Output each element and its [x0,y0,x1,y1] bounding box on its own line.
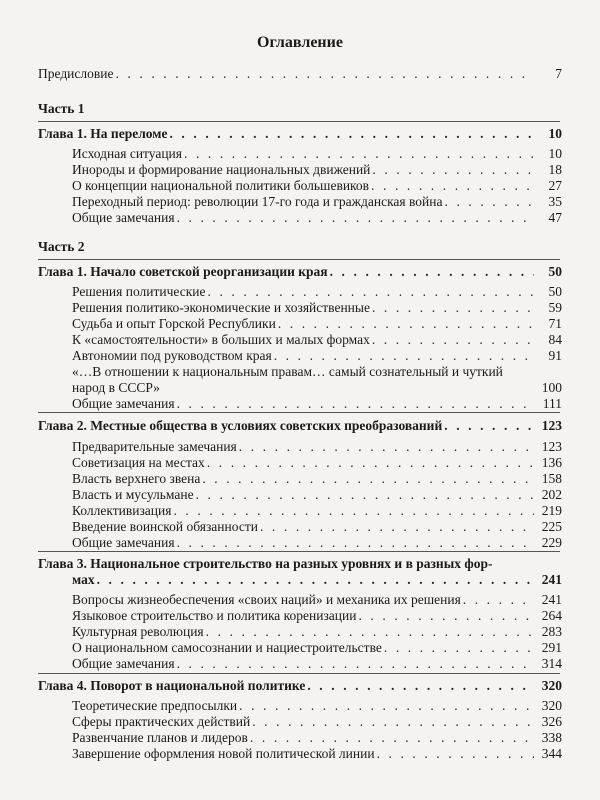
toc-entry[interactable] [72,487,562,503]
toc-entry-title: Введение воинской обязанности [72,519,258,534]
toc-entry[interactable] [72,439,562,455]
toc-entry-title: О концепции национальной политики большевиков [72,178,370,193]
toc-entry-page: 84 [548,332,562,347]
toc-entry-page: 344 [541,746,562,761]
toc-entry[interactable] [72,656,562,672]
leader-dots [250,730,534,746]
leader-dots [206,624,534,640]
toc-entry-page: 158 [541,471,562,486]
toc-entry[interactable] [72,316,562,332]
toc-chapter-title-line1[interactable]: Глава 3. Национальное строительство на разных уровнях и в разных фор- [38,556,493,571]
toc-entry-title: Предварительные замечания [72,439,237,454]
leader-dots [202,471,534,487]
toc-entry[interactable] [72,178,562,194]
toc-entry-page: 18 [548,162,562,177]
toc-entry[interactable] [72,592,562,608]
toc-entry-title: Предисловие [38,66,114,81]
leader-dots [371,178,534,194]
toc-entry-title: Развенчание планов и лидеров [72,730,248,745]
toc-entry-page: 71 [548,316,562,331]
leader-dots [177,656,534,672]
divider [38,412,560,413]
leader-dots [278,316,534,332]
leader-dots [252,714,534,730]
toc-chapter[interactable] [38,678,562,694]
toc-entry-page: 136 [541,455,562,470]
toc-entry-page: 229 [541,535,562,550]
toc-chapter-title: Глава 4. Поворот в национальной политике [38,678,306,693]
toc-entry-title: Советизация на местах [72,455,205,470]
toc-chapter[interactable] [38,418,562,434]
toc-entry-title: Теоретические предпосылки [72,698,238,713]
toc-entry[interactable] [72,284,562,300]
toc-entry-title: К «самостоятельности» в больших и малых формах [72,332,370,347]
leader-dots [372,300,534,316]
leader-dots [372,332,534,348]
leader-dots [445,194,535,210]
leader-dots [208,284,534,300]
leader-dots [177,535,534,551]
leader-dots [196,487,534,503]
toc-entry[interactable] [72,535,562,551]
toc-entry[interactable] [72,194,562,210]
toc-chapter-page: 10 [548,126,562,141]
toc-entry-page: 7 [555,66,562,81]
leader-dots [239,439,534,455]
toc-entry-page: 202 [541,487,562,502]
toc-chapter-title: Глава 1. На переломе [38,126,168,141]
toc-entry-title: Общие замечания [72,656,175,671]
toc-entry[interactable] [72,624,562,640]
toc-entry-page: 27 [548,178,562,193]
toc-entry[interactable] [72,608,562,624]
leader-dots [169,126,534,142]
toc-entry[interactable] [72,746,562,762]
toc-entry-page: 338 [541,730,562,745]
toc-entry[interactable] [72,210,562,226]
toc-entry[interactable] [72,714,562,730]
toc-entry-page: 59 [548,300,562,315]
toc-entry-title: Власть и мусульмане [72,487,194,502]
toc-entry-title: Решения политико-экономические и хозяйственные [72,300,370,315]
toc-entry-title: Исходная ситуация [72,146,182,161]
toc-chapter-title-line2: мах [72,572,95,587]
leader-dots [377,746,534,762]
leader-dots [274,348,534,364]
toc-entry-title: Культурная революция [72,624,204,639]
toc-entry[interactable] [72,380,562,396]
leader-dots [177,210,534,226]
toc-entry-page: 50 [548,284,562,299]
toc-entry-page: 35 [548,194,562,209]
toc-entry[interactable] [72,519,562,535]
leader-dots [358,608,534,624]
divider [38,551,560,552]
toc-chapter-page: 241 [541,572,562,587]
leader-dots [307,678,534,694]
toc-entry-title: Общие замечания [72,210,175,225]
toc-entry-page: 314 [541,656,562,671]
leader-dots [372,162,534,178]
leader-dots [177,396,534,412]
toc-entry-page: 47 [548,210,562,225]
toc-entry-title: Общие замечания [72,535,175,550]
leader-dots [330,264,534,280]
leader-dots [184,146,534,162]
leader-dots [207,455,534,471]
toc-entry-page: 264 [541,608,562,623]
toc-entry-title: Завершение оформления новой политической линии [72,746,375,761]
toc-chapter-page: 50 [548,264,562,279]
divider [38,673,560,674]
toc-entry-title: Вопросы жизнеобеспечения «своих наций» и механика их решения [72,592,461,607]
toc-entry-page: 320 [541,698,562,713]
toc-entry-title: Инороды и формирование национальных движений [72,162,371,177]
toc-chapter-page: 123 [541,418,562,433]
page-title: Оглавление [257,34,343,51]
toc-entry-page: 100 [541,380,562,395]
toc-entry-page: 225 [541,519,562,534]
toc-entry-title: Судьба и опыт Горской Республики [72,316,276,331]
leader-dots [260,519,534,535]
toc-entry-title: Власть верхнего звена [72,471,201,486]
leader-dots [463,592,534,608]
toc-entry-title: Решения политические [72,284,206,299]
toc-chapter[interactable] [38,126,562,142]
leader-dots [173,503,534,519]
toc-entry[interactable] [72,146,562,162]
toc-entry-page: 111 [542,396,562,411]
toc-entry[interactable] [72,396,562,412]
leader-dots [115,66,534,82]
toc-entry-title: Языковое строительство и политика коренизации [72,608,357,623]
toc-entry-page: 326 [541,714,562,729]
toc-chapter-title: Глава 1. Начало советской реорганизации края [38,264,328,279]
toc-entry-page: 241 [541,592,562,607]
leader-dots [97,572,534,588]
toc-entry-page: 219 [541,503,562,518]
toc-entry-title: Сферы практических действий [72,714,251,729]
toc-entry-page: 91 [548,348,562,363]
toc-chapter-title: Глава 2. Местные общества в условиях советских преобразований [38,418,443,433]
leader-dots [384,640,534,656]
leader-dots [444,418,534,434]
toc-entry[interactable] [72,730,562,746]
toc-entry[interactable] [72,455,562,471]
toc-entry[interactable] [72,640,562,656]
leader-dots [239,698,534,714]
toc-chapter-page: 320 [541,678,562,693]
part-heading: Часть 1 [38,101,85,116]
toc-entry[interactable] [72,503,562,519]
toc-entry[interactable] [72,471,562,487]
toc-entry-title: О национальном самосознании и нациестроительстве [72,640,382,655]
toc-entry[interactable] [72,162,562,178]
toc-entry-title: Общие замечания [72,396,175,411]
divider [38,121,560,122]
toc-entry[interactable] [72,698,562,714]
toc-entry[interactable] [72,332,562,348]
toc-entry[interactable] [72,300,562,316]
toc-entry-page: 283 [541,624,562,639]
toc-entry[interactable] [72,348,562,364]
part-heading: Часть 2 [38,239,85,254]
toc-entry-title: Автономии под руководством края [72,348,272,363]
toc-chapter[interactable] [72,572,562,588]
toc-entry-title-line1[interactable]: «…В отношении к национальным правам… самый сознательный и чуткий [72,364,503,379]
toc-entry-title-line2: народ в СССР» [72,380,160,395]
toc-chapter[interactable] [38,264,562,280]
toc-entry-title: Коллективизация [72,503,172,518]
toc-entry-page: 10 [548,146,562,161]
toc-entry-preface[interactable] [38,66,562,82]
toc-entry-page: 123 [541,439,562,454]
toc-entry-title: Переходный период: революции 17-го года и гражданская война [72,194,443,209]
divider [38,259,560,260]
toc-entry-page: 291 [541,640,562,655]
